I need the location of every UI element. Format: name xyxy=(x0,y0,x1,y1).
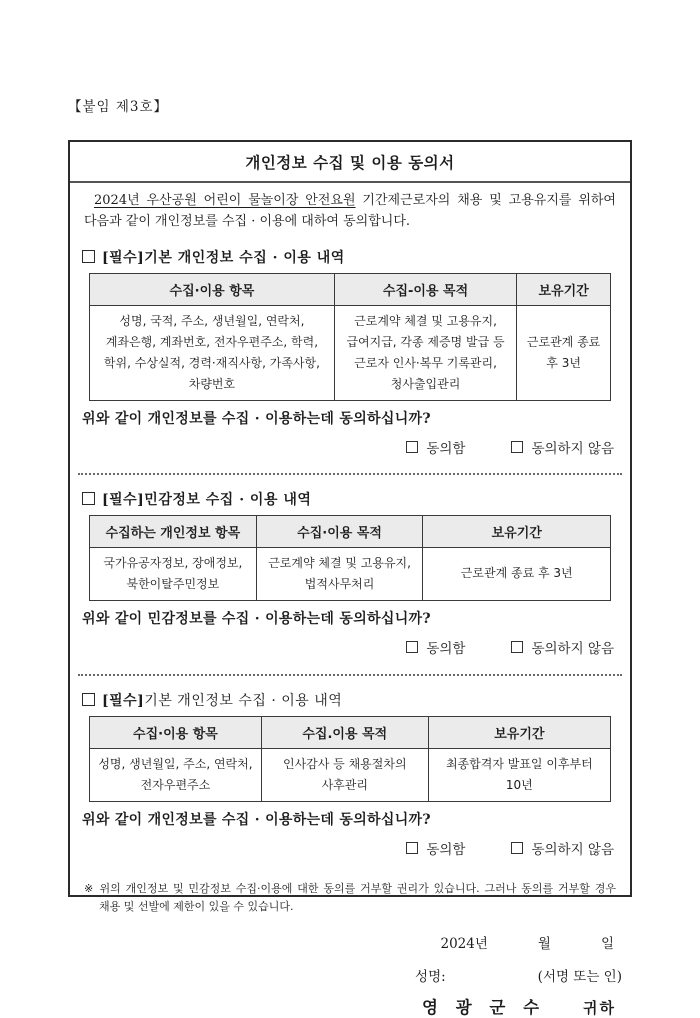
recipient-name: 영 광 군 수 xyxy=(422,997,546,1017)
section-3-heading-text: 기본 개인정보 수집 · 이용 내역 xyxy=(144,692,343,709)
section-2-required-tag: [필수] xyxy=(102,491,145,508)
table-header-row xyxy=(90,515,611,547)
cell-purpose: 근로계약 체결 및 고용유지, 법적사무처리 xyxy=(256,547,423,600)
consent-form-box xyxy=(68,140,632,1017)
consent-question-2: 위와 같이 민감정보를 수집 · 이용하는데 동의하십니까? xyxy=(82,610,431,627)
section-basic-personal-info xyxy=(70,247,630,457)
agree-option-2[interactable] xyxy=(406,637,465,657)
disagree-label: 동의하지 않음 xyxy=(531,841,614,858)
section-1-heading xyxy=(82,247,630,267)
cell-items: 국가유공자정보, 장애정보, 북한이탈주민정보 xyxy=(90,547,257,600)
table-header-row xyxy=(90,273,611,305)
disagree-label: 동의하지 않음 xyxy=(531,440,614,457)
consent-question-1: 위와 같이 개인정보를 수집 · 이용하는데 동의하십니까? xyxy=(82,410,431,427)
recipient-line xyxy=(70,994,616,1018)
signature-note: (서명 또는 인) xyxy=(537,968,622,985)
col-header-purpose: 수집·이용 목적 xyxy=(256,515,423,547)
section-3-required-tag: [필수] xyxy=(102,692,145,709)
recipient-honorific: 귀하 xyxy=(583,998,616,1017)
date-day: 일 xyxy=(600,935,614,952)
col-header-retention: 보유기간 xyxy=(517,273,611,305)
date-year: 2024년 xyxy=(440,935,488,952)
disagree-checkbox-icon[interactable] xyxy=(511,641,523,653)
dotted-divider xyxy=(78,674,622,676)
consent-choices-3 xyxy=(70,838,614,858)
agree-option-3[interactable] xyxy=(406,838,465,858)
cell-retention: 근로관계 종료 후 3년 xyxy=(517,305,611,400)
agree-checkbox-icon[interactable] xyxy=(406,641,418,653)
recruitment-info-table xyxy=(89,716,611,802)
checkbox-icon[interactable] xyxy=(82,492,95,505)
intro-paragraph xyxy=(84,191,616,233)
section-sensitive-info xyxy=(70,489,630,657)
document-title: 개인정보 수집 및 이용 동의서 xyxy=(70,142,630,183)
sensitive-info-table xyxy=(89,515,611,601)
intro-underlined-phrase: 2024년 우산공원 어린이 물놀이장 안전요원 xyxy=(94,193,356,208)
section-1-required-tag: [필수] xyxy=(102,249,145,266)
cell-items: 성명, 국적, 주소, 생년월일, 연락처, 계좌은행, 계좌번호, 전자우편주소, 학력, 학위, 수상실적, 경력·재직사항, 가족사항, 차량번호 xyxy=(90,305,335,400)
name-label: 성명: xyxy=(415,968,446,985)
col-header-retention: 보유기간 xyxy=(428,716,610,748)
attachment-number-label: 【붙임 제3호】 xyxy=(68,99,169,115)
checkbox-icon[interactable] xyxy=(82,250,95,263)
table-row xyxy=(90,748,611,801)
section-1-heading-text: 기본 개인정보 수집 · 이용 내역 xyxy=(144,249,345,266)
consent-question-3: 위와 같이 개인정보를 수집 · 이용하는데 동의하십니까? xyxy=(82,811,431,828)
cell-items: 성명, 생년월일, 주소, 연락처, 전자우편주소 xyxy=(90,748,262,801)
col-header-retention: 보유기간 xyxy=(423,515,611,547)
disagree-label: 동의하지 않음 xyxy=(531,640,614,657)
col-header-items: 수집하는 개인정보 항목 xyxy=(90,515,257,547)
disagree-checkbox-icon[interactable] xyxy=(511,441,523,453)
section-3-heading xyxy=(82,690,630,710)
cell-retention: 근로관계 종료 후 3년 xyxy=(423,547,611,600)
col-header-items: 수집·이용 항목 xyxy=(90,716,262,748)
table-row xyxy=(90,305,611,400)
section-recruitment-info xyxy=(70,690,630,858)
checkbox-icon[interactable] xyxy=(82,693,95,706)
consent-choices-2 xyxy=(70,637,614,657)
col-header-items: 수집·이용 항목 xyxy=(90,273,335,305)
date-line xyxy=(70,932,614,952)
table-row xyxy=(90,547,611,600)
disagree-option-1[interactable] xyxy=(511,437,614,457)
agree-label: 동의함 xyxy=(426,640,466,657)
agree-option-1[interactable] xyxy=(406,437,465,457)
signature-line xyxy=(70,965,622,985)
agree-label: 동의함 xyxy=(426,440,466,457)
disagree-option-2[interactable] xyxy=(511,637,614,657)
cell-purpose: 근로계약 체결 및 고용유지, 급여지급, 각종 제증명 발급 등 근로자 인사·복무 기록관리, 청사출입관리 xyxy=(334,305,516,400)
cell-retention: 최종합격자 발표일 이후부터 10년 xyxy=(428,748,610,801)
col-header-purpose: 수집.이용 목적 xyxy=(261,716,428,748)
basic-info-table xyxy=(89,273,611,401)
agree-label: 동의함 xyxy=(426,841,466,858)
disagree-option-3[interactable] xyxy=(511,838,614,858)
agree-checkbox-icon[interactable] xyxy=(406,441,418,453)
dotted-divider xyxy=(78,473,622,475)
table-header-row xyxy=(90,716,611,748)
section-2-heading xyxy=(82,489,630,509)
section-2-heading-text: 민감정보 수집 · 이용 내역 xyxy=(144,491,312,508)
agree-checkbox-icon[interactable] xyxy=(406,842,418,854)
disagree-checkbox-icon[interactable] xyxy=(511,842,523,854)
intro-text: 기간제근로자의 채용 및 고용유지를 위하여 다음과 같이 개인정보를 수집 · 이용에 대하여 동의합니다. xyxy=(84,193,616,229)
consent-choices-1 xyxy=(70,437,614,457)
refusal-rights-note: ※ 위의 개인정보 및 민감정보 수집·이용에 대한 동의를 거부할 권리가 있습니다. 그러나 동의를 거부할 경우 채용 및 선발에 제한이 있을 수 있습니다. xyxy=(84,881,616,913)
col-header-purpose: 수집-이용 목적 xyxy=(334,273,516,305)
cell-purpose: 인사감사 등 채용절차의 사후관리 xyxy=(261,748,428,801)
date-month: 월 xyxy=(537,935,551,952)
